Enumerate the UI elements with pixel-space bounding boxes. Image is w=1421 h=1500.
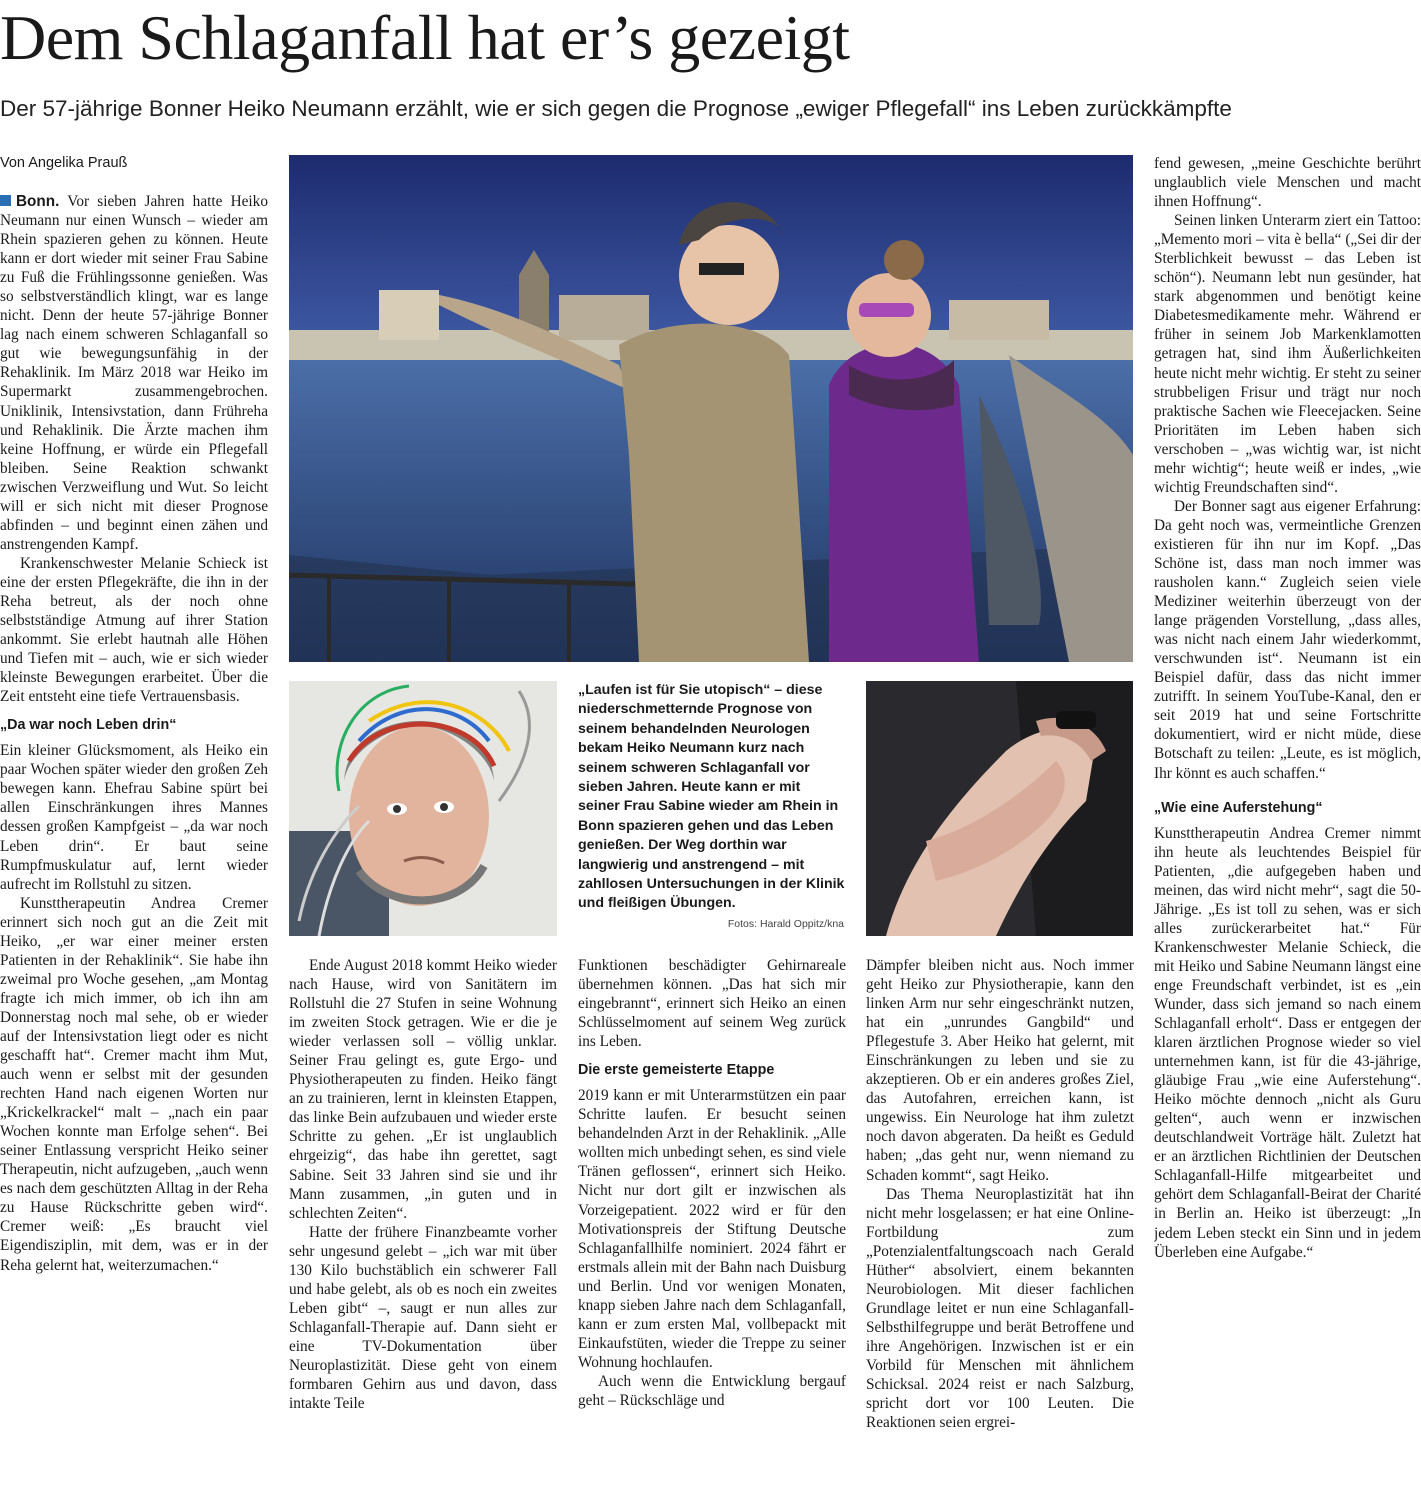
photo-credit: Fotos: Harald Oppitz/kna: [727, 918, 844, 930]
paragraph: Funktionen beschädigter Gehirnareale übernehmen können. „Das hat sich mir eingebrannt“, erinnert sich Heiko an einen Schlüsselmoment auf seinem Weg zurück ins Leben.: [578, 957, 846, 1051]
paragraph: Krankenschwester Melanie Schieck ist eine der ersten Pflegekräfte, die ihn in der Reha betreut, als der noch ohne selbstständige Atmung auf ihrer Station ankommt. Sie erlebt hautnah alle Höhen und Tiefen mit – auch, wie er sich wieder kleinste Bewegungen erarbeitet. Über die Zeit entsteht eine tiefe Vertrauensbasis.: [0, 554, 268, 706]
eeg-photo: [289, 681, 557, 936]
dateline: Bonn.: [16, 193, 60, 210]
paragraph: Dämpfer bleiben nicht aus. Noch immer geht Heiko zur Physiotherapie, kann den linken Arm nur sehr eingeschränkt nutzen, hat ein „unrundes Gangbild“ und Pflegestufe 3. Aber Heiko hat gelernt, mit Einschränkungen zu leben und sie zu akzeptieren. Ob er ein anderes großes Ziel, das Autofahren, erreichen kann, ist ungewiss. Ein Neurologe hat ihm zuletzt noch davon abgeraten. Da heißt es Geduld haben; „das geht nur, wenn niemand zu Schaden kommt“, sagt Heiko.: [866, 957, 1134, 1184]
hands-photo: [866, 681, 1133, 936]
paragraph: Das Thema Neuroplastizität hat ihn nicht mehr losgelassen; er hat eine Online-Fortbildung zum „Potenzialentfaltungscoach nach Gerald Hüther“ absolviert, einem bekannten Neurobiologen. Mit dieser fachlichen Grundlage leitet er nun eine Schlaganfall-Selbsthilfegruppe und berät Betroffene und ihre Angehörigen. Inzwischen ist er ein Vorbild für Menschen mit ähnlichem Schicksal. 2024 reist er nach Salzburg, spricht dort vor 100 Leuten. Die Reaktionen seien ergrei-: [866, 1185, 1134, 1432]
paragraph: Seinen linken Unterarm ziert ein Tattoo: „Memento mori – vita è bella“ („Sei dir der Sterblichkeit bewusst – das Leben ist schön“). Neumann lebt nun gesünder, hat stark abgenommen und benötigt keine Diabetesmedikamente mehr. Während er früher in seinem Job Markenklamotten getragen hat, sind ihm Äußerlichkeiten heute nicht mehr wichtig. Er steht zu seiner strubbeligen Frisur und trägt nur noch praktische Sachen wie Fleecejacken. Seine Prioritäten im Leben haben sich verschoben – „was wichtig war, ist nicht mehr wichtig“; heute weiß er indes, „wie wichtig Freundschaften sind“.: [1154, 212, 1421, 496]
paragraph: Der Bonner sagt aus eigener Erfahrung: Da geht noch was, vermeintliche Grenzen existieren für ihn nur im Kopf. „Das Schöne ist, dass man noch immer was rausholen kann.“ Zugleich seien viele Mediziner weiterhin überzeugt von der lange prägenden Vorstellung, „dass alles, was nicht nach einem Jahr wiederkommt, verschwunden ist“. Neumann ist ein Beispiel dafür, dass das nicht immer zutrifft. In seinem YouTube-Kanal, den er seit 2019 hat und seine Fortschritte dokumentiert, wird er nicht müde, diese Botschaft zu teilen: „Leute, es ist möglich, Ihr könnt es auch schaffen.“: [1154, 497, 1421, 782]
column-1: [0, 192, 268, 1500]
paragraph: Kunsttherapeutin Andrea Cremer erinnert sich noch gut an die Zeit mit Heiko, „er war einer meiner ersten Patienten in der Rehaklinik“. Sie habe ihn zweimal pro Woche gesehen, „am Montag fragte ich mich immer, ob ich ihn am Donnerstag noch mal sehe, ob er wieder auf der Intensivstation liegt oder es nicht geschafft hat“. Cremer macht ihm Mut, auch wenn er selbst mit der gesunden rechten Hand nach eigenen Worten nur „Krickelkrackel“ malt – „nach ein paar Wochen konnte man Erfolge sehen“. Bei seiner Entlassung verspricht Heiko seiner Therapeutin, nicht aufzugeben, „auch wenn es nach dem geschützten Alltag in der Reha zu Hause Rückschritte geben wird“. Cremer weiß: „Es braucht viel Eigendisziplin, mit dem, was er in der Reha gelernt hat, weiterzumachen.“: [0, 894, 268, 1274]
column-4: [866, 956, 1134, 1500]
couple-at-rhine-photo-icon: [289, 155, 1133, 662]
main-photo: [289, 155, 1133, 662]
holding-hands-photo-icon: [866, 681, 1133, 936]
paragraph: Kunsttherapeutin Andrea Cremer nimmt ihn heute als leuchtendes Beispiel für Patienten, „die aufgegeben haben und meinen, das wird nicht mehr“, sagt die 50-Jährige. „Es ist toll zu sehen, was er sich alles zurückerarbeitet hat.“ Für Krankenschwester Melanie Schieck, die mit Heiko und Sabine Neumann längst eine enge Freundschaft verbindet, ist es „ein Wunder, dass sich jemand so nach einem Schlaganfall erholt“. Dass er entgegen der klaren ärztlichen Prognose wieder so viel unternehmen kann, ist für die 43-jährige, gläubige Frau „wie eine Auferstehung“. Heiko möchte dennoch „nicht als Guru gelten“, auch wenn er inzwischen deutschlandweit Vorträge hält. Zuletzt hat er an ärztlichen Richtlinien der Deutschen Schlaganfall-Hilfe mitgearbeitet und gehört dem Schlaganfall-Beirat der Charité in Berlin an. Heiko ist überzeugt: „In jedem Leben steckt ein Sinn und in jedem Überleben eine Aufgabe.“: [1154, 824, 1421, 1261]
photo-caption: „Laufen ist für Sie utopisch“ – diese niederschmetternde Prognose von seinem behandelnden Neurologen bekam Heiko Neumann kurz nach seinem schweren Schlaganfall vor sieben Jahren. Heute kann er mit seiner Frau Sabine wieder am Rhein in Bonn spazieren gehen und das Leben genießen. Der Weg dorthin war langwierig und anstrengend – mit zahllosen Untersuchungen in der Klinik und fleißigen Übungen.: [578, 682, 845, 912]
paragraph: fend gewesen, „meine Geschichte berührt unglaublich viele Menschen und macht ihnen Hoffnung“.: [1154, 155, 1421, 211]
column-5: [1154, 154, 1421, 1500]
eeg-cap-portrait-photo-icon: [289, 681, 557, 936]
paragraph: Auch wenn die Entwicklung bergauf geht – Rückschläge und: [578, 1372, 846, 1409]
column-2: [289, 956, 557, 1500]
lead-paragraph: Bonn. Vor sieben Jahren hatte Heiko Neumann nur einen Wunsch – wieder am Rhein spazieren gehen zu können. Heute kann er dort wieder mit seiner Frau Sabine zu Fuß die Frühlingssonne genießen. Was so selbstverständlich klingt, war es lange nicht. Denn der heute 57-jährige Bonner lag nach einem schweren Schlaganfall so gut wie bewegungsunfähig in der Rehaklinik. Im März 2018 war Heiko im Supermarkt zusammengebrochen. Uniklinik, Intensivstation, dann Frühreha und Rehaklinik. Die Ärzte machen ihm keine Hoffnung, er würde ein Pflegefall bleiben. Seine Reaktion schwankt zwischen Verzweiflung und Wut. So leicht will er sich nicht mit dieser Prognose abfinden – und beginnt einen zähen und anstrengenden Kampf.: [0, 193, 268, 553]
subheading: „Da war noch Leben drin“: [0, 717, 177, 734]
subheading: Die erste gemeisterte Etappe: [578, 1062, 775, 1079]
paragraph: Ein kleiner Glücksmoment, als Heiko ein paar Wochen später wieder den großen Zeh bewegen kann. Ehefrau Sabine spürt bei allen Einschränkungen ihres Mannes dessen großen Kampfgeist – „da war noch Leben drin“. Er baut seine Rumpfmuskulatur auf, lernt wieder aufrecht im Rollstuhl zu sitzen.: [0, 742, 268, 893]
subheadline: Der 57-jährige Bonner Heiko Neumann erzählt, wie er sich gegen die Prognose „ewiger Pflegefall“ ins Leben zurückkämpfte: [0, 96, 1232, 121]
square-marker-icon: [0, 195, 11, 206]
paragraph: Hatte der frühere Finanzbeamte vorher sehr ungesund gelebt – „ich war mit über 130 Kilo buchstäblich ein schwerer Fall und habe gelebt, als ob es noch ein zweites Leben gibt“ –, saugt er nun alles zur Schlaganfall-Therapie auf. Dann sieht er eine TV-Dokumentation über Neuroplastizität. Diese geht von einem formbaren Gehirn aus und davon, dass intakte Teile: [289, 1223, 557, 1413]
paragraph: 2019 kann er mit Unterarmstützen ein paar Schritte laufen. Er besucht seinen behandelnden Arzt in der Rehaklinik. „Alle wollten mich unbedingt sehen, es sind viele Tränen geflossen“, erinnert sich Heiko. Nicht nur dort gilt er inzwischen als Vorzeigepatient. 2022 wird er für den Motivationspreis der Stiftung Deutsche Schlaganfallhilfe nominiert. 2024 fährt er erstmals allein mit der Bahn nach Duisburg und Berlin. Und vor wenigen Monaten, knapp sieben Jahre nach dem Schlaganfall, kann er zum ersten Mal, vollbepackt mit Einkaufstüten, wieder die Treppe zu seiner Wohnung hochlaufen.: [578, 1087, 846, 1371]
column-3: [578, 956, 846, 1500]
subheading: „Wie eine Auferstehung“: [1154, 799, 1323, 816]
headline: Dem Schlaganfall hat er’s gezeigt: [0, 2, 850, 73]
paragraph: Ende August 2018 kommt Heiko wieder nach Hause, wird von Sanitätern im Rollstuhl die 27 Stufen in seine Wohnung im zweiten Stock getragen. Wie er die je wieder verlassen soll – völlig unklar. Seiner Frau gelingt es, gute Ergo- und Physiotherapeuten zu finden. Heiko fängt an zu trainieren, lernt in kleinsten Etappen, das linke Bein aufzubauen und wieder erste Schritte zu gehen. „Er ist unglaublich ehrgeizig“, das habe ihn gerettet, sagt Sabine. Seit 33 Jahren sind sie und ihr Mann zusammen, „in guten und in schlechten Zeiten“.: [289, 957, 557, 1222]
byline: Von Angelika Prauß: [0, 155, 128, 171]
